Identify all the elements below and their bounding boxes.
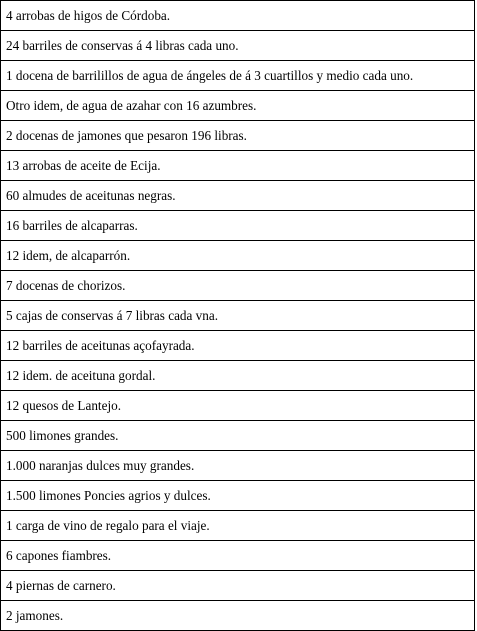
table-row [1, 61, 475, 91]
table-row [1, 451, 475, 481]
table-cell: 12 idem. de aceituna gordal. [1, 361, 475, 391]
table-row [1, 151, 475, 181]
table-row [1, 601, 475, 631]
table-row [1, 421, 475, 451]
table-cell: 500 limones grandes. [1, 421, 475, 451]
table-cell: 4 piernas de carnero. [1, 571, 475, 601]
table-row [1, 181, 475, 211]
table-cell: 2 docenas de jamones que pesaron 196 libras. [1, 121, 475, 151]
table-row [1, 91, 475, 121]
table-cell: Otro idem, de agua de azahar con 16 azumbres. [1, 91, 475, 121]
table-row [1, 301, 475, 331]
table-row [1, 511, 475, 541]
inventory-table-body [1, 1, 475, 631]
table-cell: 6 capones fiambres. [1, 541, 475, 571]
table-cell: 12 idem, de alcaparrón. [1, 241, 475, 271]
table-cell: 2 jamones. [1, 601, 475, 631]
table-row [1, 1, 475, 31]
table-cell: 12 quesos de Lantejo. [1, 391, 475, 421]
table-cell: 5 cajas de conservas á 7 libras cada vna. [1, 301, 475, 331]
table-row [1, 361, 475, 391]
table-row [1, 541, 475, 571]
table-cell: 16 barriles de alcaparras. [1, 211, 475, 241]
table-cell: 24 barriles de conservas á 4 libras cada uno. [1, 31, 475, 61]
table-row [1, 121, 475, 151]
table-row [1, 481, 475, 511]
table-cell: 1.500 limones Poncies agrios y dulces. [1, 481, 475, 511]
table-cell: 4 arrobas de higos de Córdoba. [1, 1, 475, 31]
table-cell: 60 almudes de aceitunas negras. [1, 181, 475, 211]
table-row [1, 271, 475, 301]
table-cell: 13 arrobas de aceite de Ecija. [1, 151, 475, 181]
table-row [1, 331, 475, 361]
table-cell: 1.000 naranjas dulces muy grandes. [1, 451, 475, 481]
table-cell: 1 carga de vino de regalo para el viaje. [1, 511, 475, 541]
table-cell: 7 docenas de chorizos. [1, 271, 475, 301]
table-cell: 1 docena de barrilillos de agua de ángeles de á 3 cuartillos y medio cada uno. [1, 61, 475, 91]
table-row [1, 571, 475, 601]
table-row [1, 391, 475, 421]
table-row [1, 241, 475, 271]
table-row [1, 31, 475, 61]
table-row [1, 211, 475, 241]
table-cell: 12 barriles de aceitunas açofayrada. [1, 331, 475, 361]
